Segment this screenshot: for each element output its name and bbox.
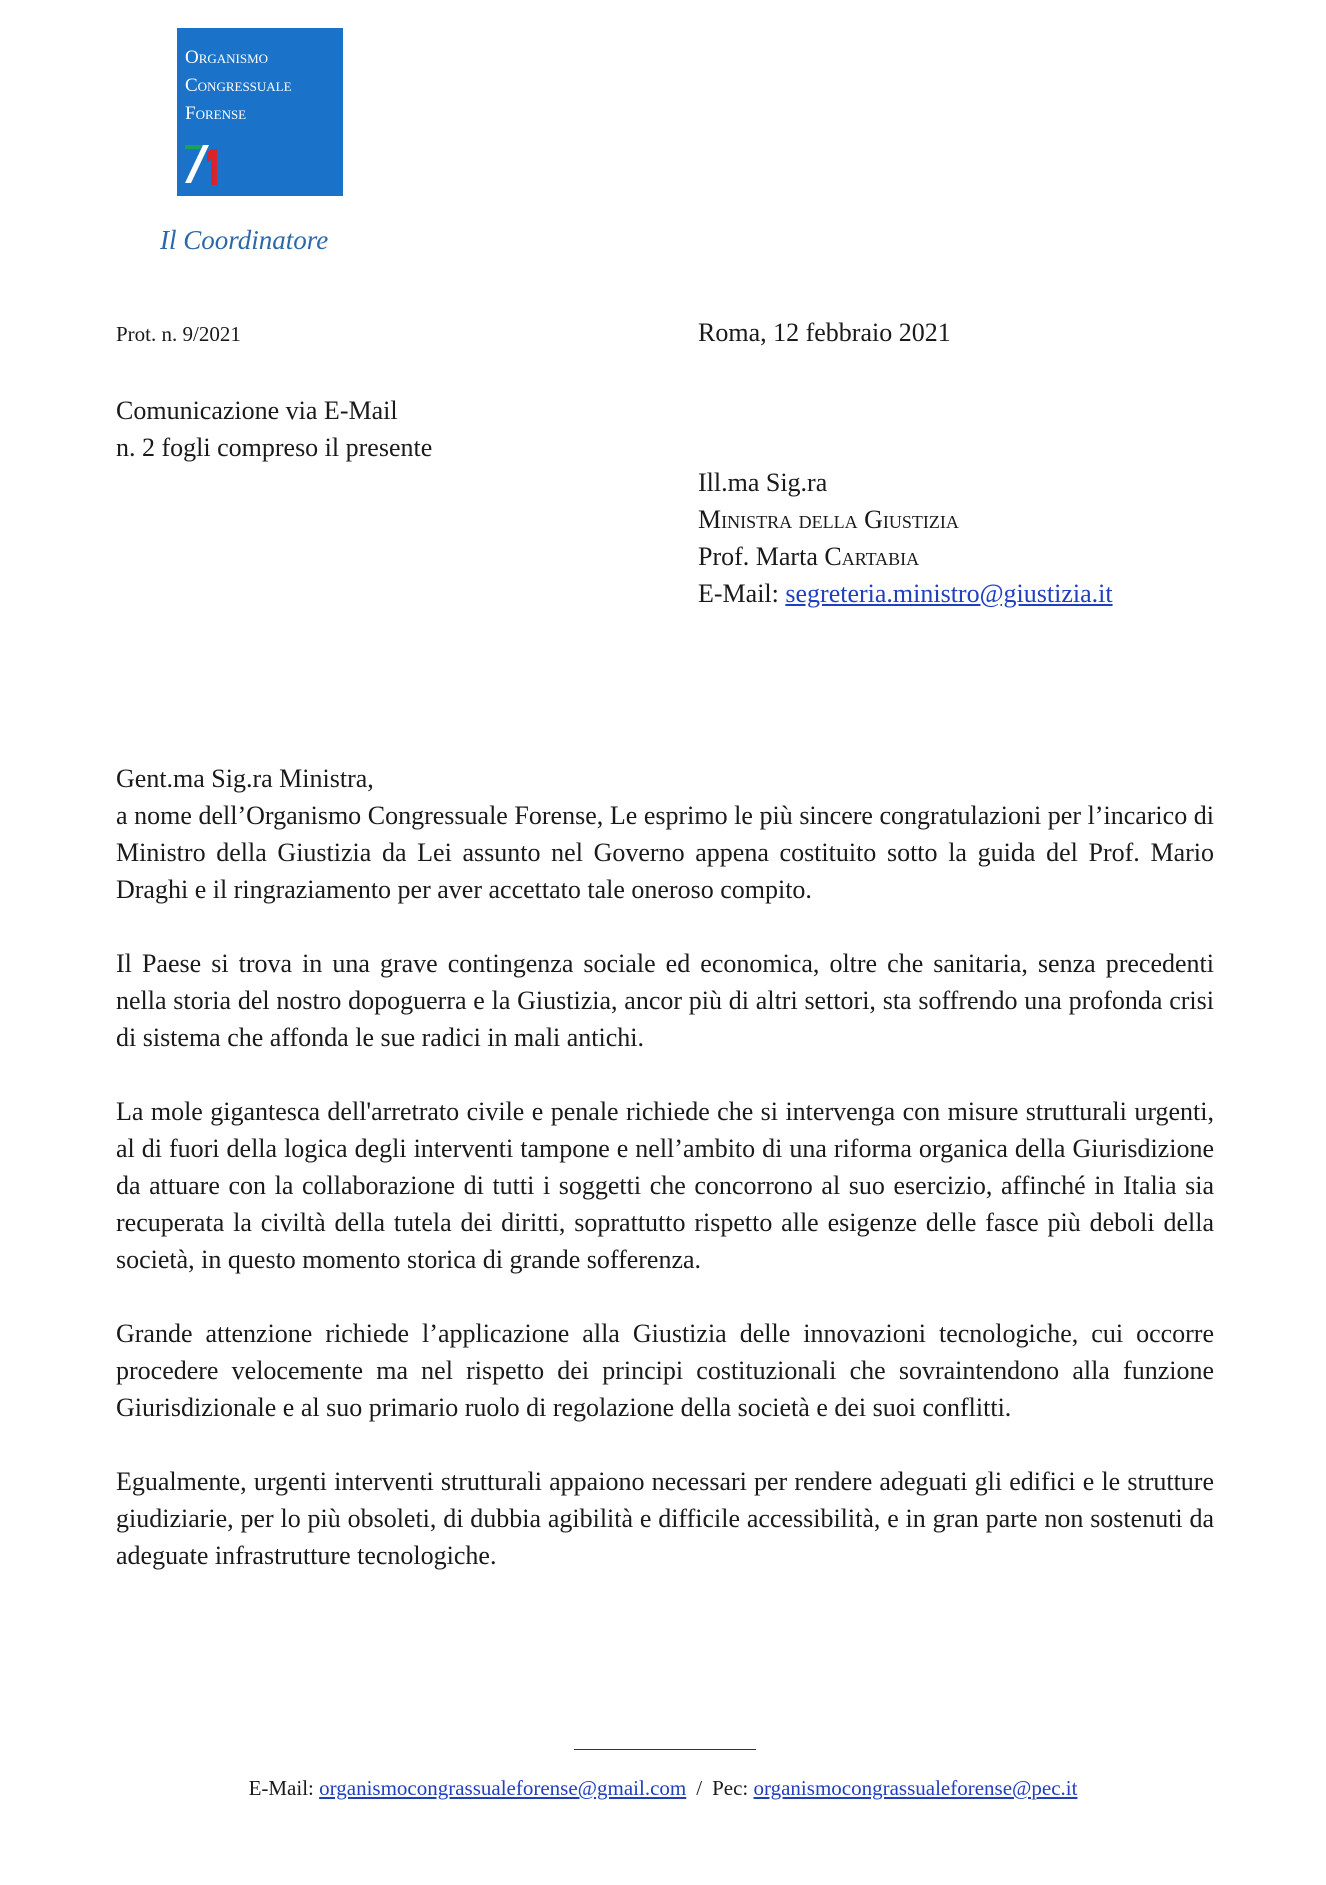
footer-pec-label: Pec: — [712, 1776, 754, 1800]
ocf-logo — [177, 28, 343, 196]
footer-separator: / — [696, 1776, 703, 1800]
tricolor-mark-icon — [183, 143, 223, 189]
page-footer — [0, 1776, 1326, 1801]
recipient-email-label: E-Mail: — [698, 579, 786, 608]
communication-info — [116, 392, 432, 466]
recipient-email-line — [698, 575, 1113, 612]
logo-line-2: Congressuale — [185, 75, 292, 96]
letter-greeting: Gent.ma Sig.ra Ministra, — [116, 764, 374, 793]
logo-line-3: Forense — [185, 103, 247, 124]
footer-divider — [574, 1749, 756, 1750]
letter-body — [116, 760, 1214, 1611]
footer-email-label: E-Mail: — [248, 1776, 320, 1800]
footer-pec-link[interactable]: organismocongrassualeforense@pec.it — [753, 1776, 1078, 1800]
protocol-number: Prot. n. 9/2021 — [116, 322, 241, 346]
recipient-name-prefix: Prof. Marta — [698, 542, 825, 571]
recipient-name — [698, 538, 1113, 575]
sheet-count: n. 2 fogli compreso il presente — [116, 433, 433, 462]
footer-email-link[interactable]: organismocongrassualeforense@gmail.com — [319, 1776, 687, 1800]
letter-paragraph-5: Egualmente, urgenti interventi strutturali appaiono necessari per rendere adeguati gli edifici e le strutture giudiziarie, per lo più obsoleti, di dubbia agibilità e difficile accessibilità, e in gran parte non sostenuti da adeguate infrastrutture tecnologiche. — [116, 1467, 1214, 1570]
letter-date: Roma, 12 febbraio 2021 — [698, 318, 951, 347]
coordinator-subtitle: Il Coordinatore — [160, 225, 329, 255]
letter-paragraph-4: Grande attenzione richiede l’applicazione alla Giustizia delle innovazioni tecnologiche, cui occorre procedere velocemente ma nel rispetto dei principi costituzionali che sovraintendono alla funzione Giurisdizionale e al suo primario ruolo di regolazione della società e dei suoi conflitti. — [116, 1319, 1214, 1422]
letter-paragraph-2: Il Paese si trova in una grave contingenza sociale ed economica, oltre che sanitaria, senza precedenti nella storia del nostro dopoguerra e la Giustizia, ancor più di altri settori, sta soffrendo una profonda crisi di sistema che affonda le sue radici in mali antichi. — [116, 949, 1214, 1052]
recipient-surname: Cartabia — [824, 542, 920, 571]
logo-text — [185, 44, 292, 128]
recipient-block — [698, 464, 1113, 612]
recipient-title: Ill.ma Sig.ra — [698, 468, 828, 497]
logo-line-1: Organismo — [185, 47, 269, 68]
recipient-email-link[interactable]: segreteria.ministro@giustizia.it — [785, 579, 1113, 608]
letter-paragraph-1: a nome dell’Organismo Congressuale Forense, Le esprimo le più sincere congratulazioni per l’incarico di Ministro della Giustizia da Lei assunto nel Governo appena costituito sotto la guida del Prof. Mario Draghi e il ringraziamento per aver accettato tale oneroso compito. — [116, 801, 1214, 904]
communication-method: Comunicazione via E-Mail — [116, 396, 398, 425]
letter-paragraph-3: La mole gigantesca dell'arretrato civile e penale richiede che si intervenga con misure strutturali urgenti, al di fuori della logica degli interventi tampone e nell’ambito di una riforma organica della Giurisdizione da attuare con la collaborazione di tutti i soggetti che concorrono al suo esercizio, affinché in Italia sia recuperata la civiltà della tutela dei diritti, soprattutto rispetto alle esigenze delle fasce più deboli della società, in questo momento storica di grande sofferenza. — [116, 1097, 1214, 1274]
recipient-office: Ministra della Giustizia — [698, 505, 959, 534]
